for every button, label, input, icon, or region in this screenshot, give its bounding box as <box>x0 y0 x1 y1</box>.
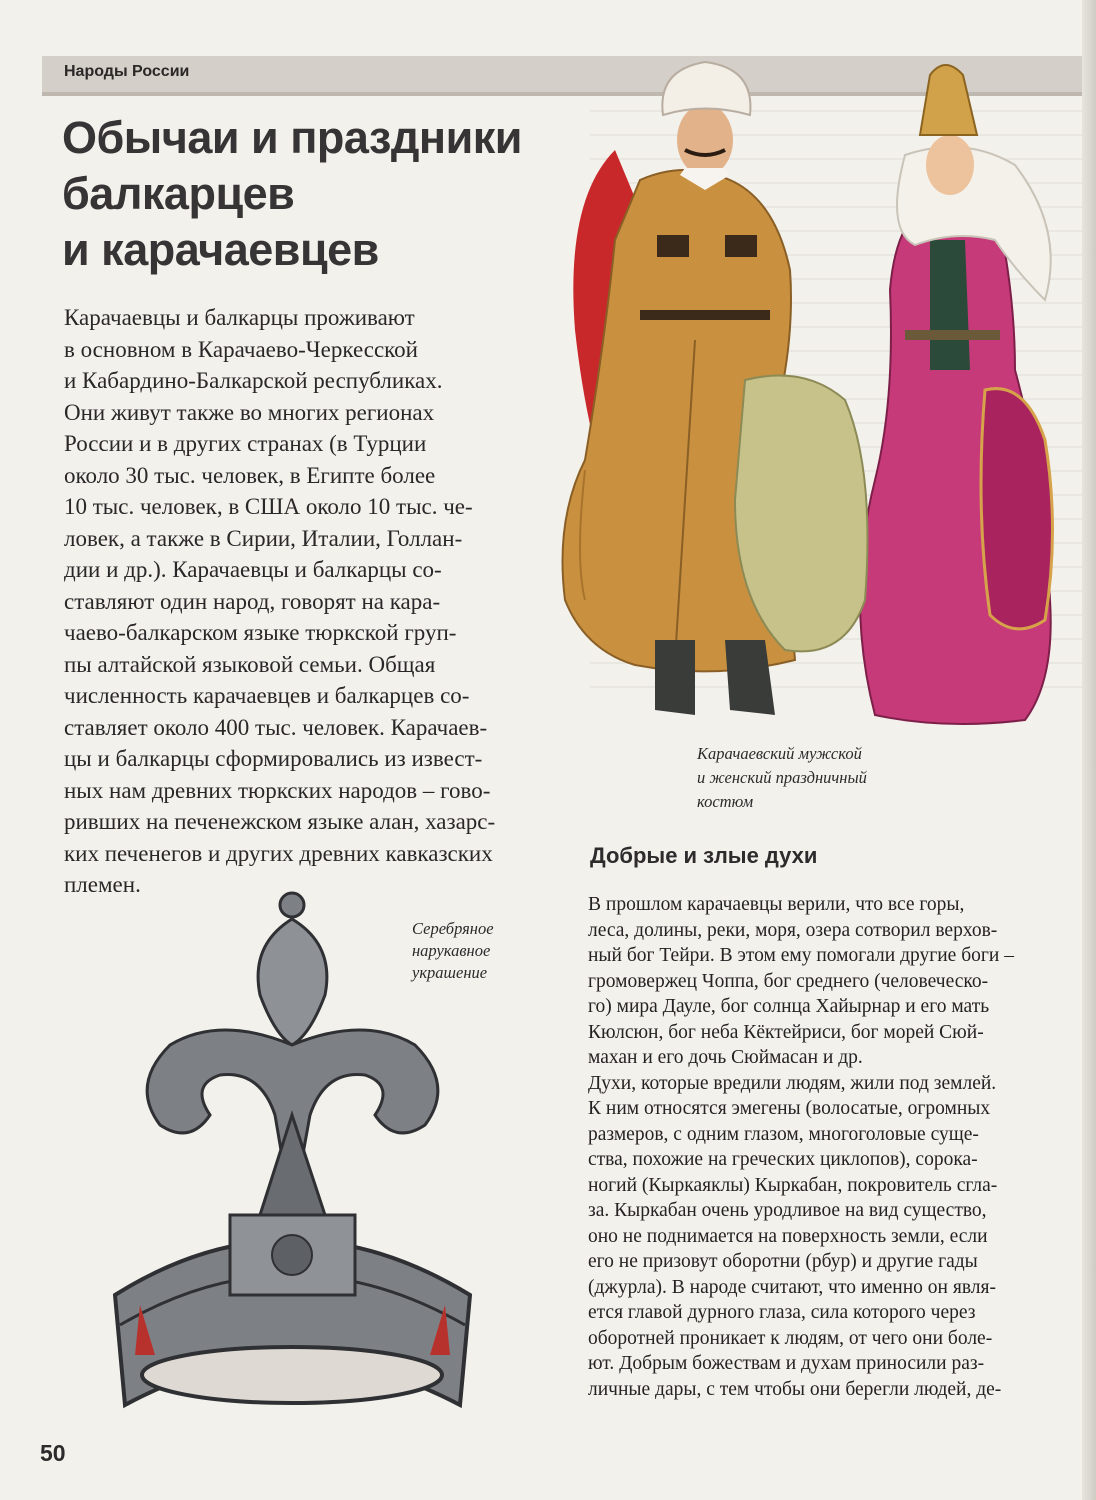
text-line: чаево-балкарском языке тюркской груп- <box>64 620 457 645</box>
section-header-label: Народы России <box>64 63 190 80</box>
title-line: Обычаи и праздники <box>62 112 522 163</box>
woman-embroidered-sleeve <box>981 389 1053 629</box>
caption-line: украшение <box>412 963 488 982</box>
text-line: леса, долины, реки, моря, озера сотворил верхов- <box>588 919 998 941</box>
caption-line: Карачаевский мужской <box>697 744 862 763</box>
text-line: оно не поднимается на поверхность земли, если <box>588 1225 988 1247</box>
text-line: дии и др.). Карачаевцы и балкарцы со- <box>64 557 442 582</box>
woman-gold-hat <box>920 65 977 135</box>
silver-bracelet-illustration <box>100 885 485 1410</box>
text-line: в основном в Карачаево-Черкесской <box>64 336 418 362</box>
text-line: ловек, а также в Сирии, Италии, Голлан- <box>64 525 463 551</box>
text-line: К ним относятся эмегены (волосатые, огромных <box>588 1098 991 1119</box>
text-line: личные дары, с тем чтобы они берегли людей, де- <box>588 1378 1002 1400</box>
text-line: ногий (Кыркаяклы) Кыркабан, покровитель сгла- <box>588 1174 998 1196</box>
caption-line: нарукавное <box>412 941 491 960</box>
text-line: го) мира Дауле, бог солнца Хайырнар и его мать <box>588 996 990 1017</box>
text-line: 10 тыс. человек, в США около 10 тыс. че- <box>64 494 473 519</box>
bracelet-opening <box>142 1347 442 1403</box>
intro-paragraph <box>64 302 580 901</box>
caption-line: костюм <box>697 792 754 811</box>
text-line: В прошлом карачаевцы верили, что все горы, <box>588 894 965 915</box>
text-line: цы и балкарцы сформировались из извест- <box>64 746 483 771</box>
text-line: ставляют один народ, говорят на кара- <box>64 588 441 614</box>
title-line: балкарцев <box>62 168 295 219</box>
text-line: ства, похожие на греческих циклопов), сорока- <box>588 1149 978 1170</box>
text-line: ных нам древних тюркских народов – гово- <box>64 777 491 803</box>
caption-line: и женский праздничный <box>697 768 867 787</box>
man-fur-hat <box>662 62 750 115</box>
spirits-paragraph <box>588 892 1060 1402</box>
caption-line: Серебряное <box>412 919 494 938</box>
page-number: 50 <box>40 1440 66 1466</box>
text-line: ставляет около 400 тыс. человек. Карачаев- <box>64 714 488 740</box>
page-title <box>62 110 602 278</box>
text-line: ется главой дурного глаза, сила которого через <box>588 1302 976 1323</box>
text-line: пы алтайской языковой семьи. Общая <box>64 651 436 677</box>
text-line: ривших на печенежском языке алан, хазарс- <box>64 809 496 834</box>
text-line: Кюлсюн, бог неба Кёктейриси, бог морей Сюй- <box>588 1021 984 1043</box>
text-line: (джурла). В народе считают, что именно он явля- <box>588 1276 996 1298</box>
text-line: около 30 тыс. человек, в Египте более <box>64 462 436 488</box>
text-line: Они живут также во многих регионах <box>64 399 435 425</box>
text-line: ют. Добрым божествам и духам приносили раз- <box>588 1353 985 1374</box>
text-line: Духи, которые вредили людям, жили под землей. <box>588 1072 997 1094</box>
text-line: России и в других странах (в Турции <box>64 431 427 456</box>
text-line: численность карачаевцев и балкарцев со- <box>64 683 470 708</box>
costume-illustration <box>545 40 1085 730</box>
text-line: громовержец Чоппа, бог среднего (человеческо- <box>588 970 989 992</box>
text-line: размеров, с одним глазом, многоголовые суще- <box>588 1123 979 1145</box>
costume-caption <box>697 742 867 814</box>
woman-head <box>926 135 974 195</box>
section-heading: Добрые и злые духи <box>590 843 818 868</box>
text-line: племен. <box>64 872 141 897</box>
text-line: ный бог Тейри. В этом ему помогали другие боги – <box>588 945 1014 966</box>
text-line: Карачаевцы и балкарцы проживают <box>64 305 415 330</box>
text-line: махан и его дочь Сюймасан и др. <box>588 1047 863 1068</box>
text-line: за. Кыркабан очень уродливое на вид существо, <box>588 1200 987 1221</box>
text-line: оборотней проникает к людям, от чего они боле- <box>588 1327 993 1349</box>
man-head <box>677 104 733 176</box>
text-line: ких печенегов и других древних кавказских <box>64 840 493 866</box>
text-line: и Кабардино-Балкарской республиках. <box>64 368 443 393</box>
text-line: его не призовут оборотни (рбур) и другие гады <box>588 1251 978 1272</box>
title-line: и карачаевцев <box>62 224 379 275</box>
